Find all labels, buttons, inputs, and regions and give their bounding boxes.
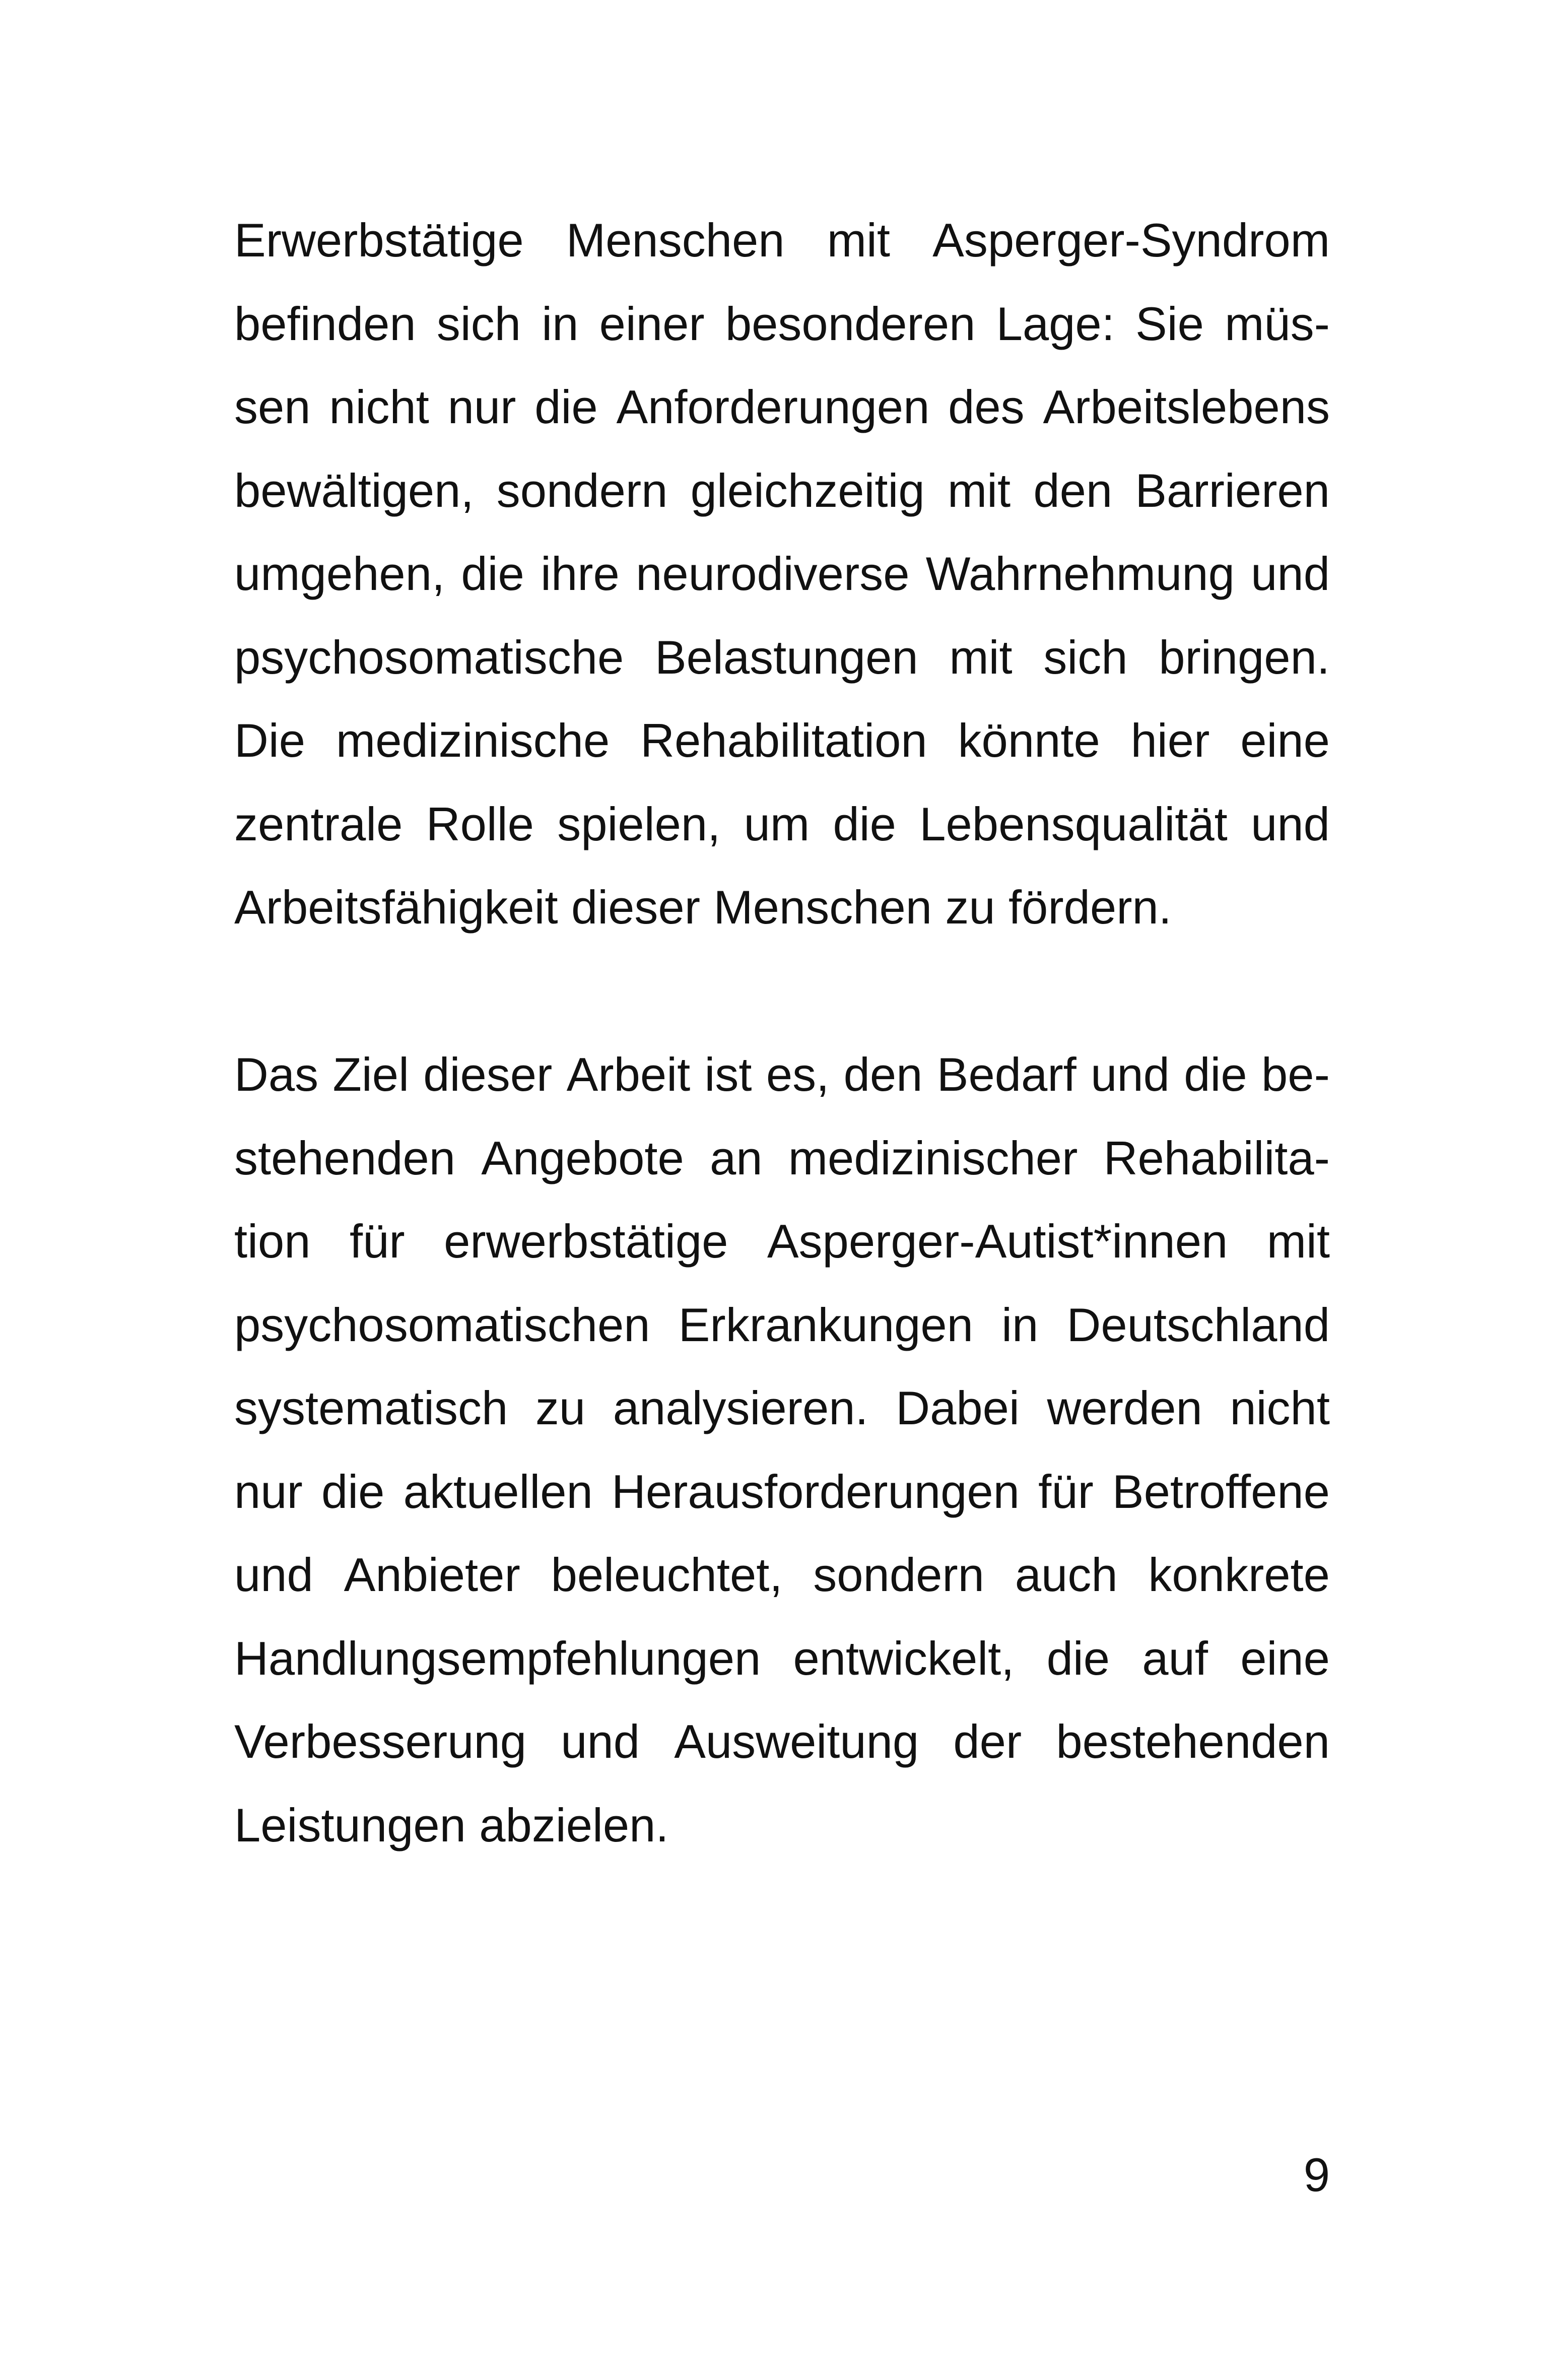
word: Ausweitung	[674, 1715, 919, 1768]
word: ihre	[541, 547, 620, 600]
text-line	[234, 380, 1330, 467]
word: des	[948, 380, 1025, 433]
text-line	[234, 1131, 1330, 1218]
word: konkrete	[1148, 1548, 1330, 1601]
word: den	[1033, 464, 1113, 517]
text-line	[234, 1215, 1330, 1301]
word: zentrale	[234, 797, 403, 850]
word: neurodiverse	[636, 547, 910, 600]
word: sen	[234, 380, 311, 433]
text-line	[234, 881, 1330, 967]
word: hier	[1130, 714, 1210, 767]
text-line	[234, 714, 1330, 801]
word: mit	[949, 630, 1013, 684]
word: stehenden	[234, 1131, 456, 1184]
word: dieser	[571, 881, 701, 934]
word: Arbeitslebens	[1043, 380, 1330, 433]
word: analysieren.	[613, 1381, 868, 1434]
paragraph-2	[234, 1048, 1330, 1885]
word: sich	[436, 297, 521, 350]
word: in	[1001, 1298, 1039, 1351]
word: und	[561, 1715, 640, 1768]
word: eine	[1240, 1631, 1330, 1685]
word: zu	[945, 881, 995, 934]
word: Anforderungen	[616, 380, 930, 433]
word: Lage:	[996, 297, 1115, 350]
word: sondern	[496, 464, 668, 517]
word: nicht	[1230, 1381, 1330, 1434]
text-line	[234, 214, 1330, 300]
word: die	[321, 1465, 385, 1518]
word: und	[1251, 797, 1330, 850]
word: die	[534, 380, 598, 433]
word: entwickelt,	[793, 1631, 1015, 1685]
word: Rehabilitation	[640, 714, 927, 767]
word: erwerbstätige	[444, 1215, 728, 1268]
word: Herausforderungen	[611, 1465, 1020, 1518]
word: nur	[234, 1465, 303, 1518]
word: nur	[447, 380, 516, 433]
word: die	[461, 547, 524, 600]
word: einer	[599, 297, 705, 350]
word: auch	[1015, 1548, 1118, 1601]
word: Erkrankungen	[678, 1298, 973, 1351]
word: Bedarf	[936, 1048, 1077, 1101]
word: und	[1251, 547, 1330, 600]
word: in	[542, 297, 579, 350]
word: die	[1046, 1631, 1110, 1685]
word: sondern	[813, 1548, 984, 1601]
text-line	[234, 464, 1330, 551]
word: Anbieter	[344, 1548, 520, 1601]
word: werden	[1047, 1381, 1202, 1434]
word: beleuchtet,	[551, 1548, 783, 1601]
word: Arbeitsfähigkeit	[234, 881, 558, 934]
word: der	[953, 1715, 1022, 1768]
word: den	[843, 1048, 923, 1101]
word: sich	[1043, 630, 1128, 684]
text-line	[234, 1798, 1330, 1885]
text-line	[234, 1465, 1330, 1552]
word: Erwerbstätige	[234, 214, 524, 267]
text-line	[234, 630, 1330, 717]
word: die	[1184, 1048, 1247, 1101]
page-number: 9	[1303, 2148, 1330, 2201]
word: psychosomatischen	[234, 1298, 650, 1351]
text-line	[234, 1381, 1330, 1468]
word: gleichzeitig	[690, 464, 925, 517]
word: Wahrnehmung	[925, 547, 1235, 600]
word: nicht	[329, 380, 429, 433]
word: für	[1038, 1465, 1094, 1518]
word: Asperger-Autist*innen	[767, 1215, 1228, 1268]
word: abzielen.	[479, 1798, 669, 1852]
word: bewältigen,	[234, 464, 474, 517]
word: Sie	[1135, 297, 1204, 350]
word: mit	[827, 214, 890, 267]
word: bestehenden	[1056, 1715, 1330, 1768]
word: ist	[704, 1048, 752, 1101]
word: fördern.	[1008, 881, 1172, 934]
word: um	[744, 797, 810, 850]
word: Handlungsempfehlungen	[234, 1631, 761, 1685]
word: psychosomatische	[234, 630, 624, 684]
word: müs-	[1225, 297, 1330, 350]
word: systematisch	[234, 1381, 508, 1434]
word: Menschen	[566, 214, 785, 267]
text-line	[234, 1548, 1330, 1635]
word: Dabei	[896, 1381, 1020, 1434]
word: spielen,	[557, 797, 721, 850]
word: dieser	[423, 1048, 553, 1101]
text-line	[234, 547, 1330, 634]
word: be-	[1261, 1048, 1330, 1101]
word: umgehen,	[234, 547, 445, 600]
text-line	[234, 1631, 1330, 1718]
word: Angebote	[481, 1131, 684, 1184]
word: Arbeit	[566, 1048, 691, 1101]
word: auf	[1142, 1631, 1208, 1685]
word: Ziel	[332, 1048, 409, 1101]
text-line	[234, 1298, 1330, 1385]
text-line	[234, 1048, 1330, 1135]
word: tion	[234, 1215, 311, 1268]
word: Das	[234, 1048, 319, 1101]
word: zu	[535, 1381, 586, 1434]
word: Barrieren	[1135, 464, 1330, 517]
word: für	[350, 1215, 405, 1268]
paragraph-1	[234, 214, 1330, 967]
word: an	[709, 1131, 763, 1184]
word: Rolle	[426, 797, 534, 850]
word: und	[1091, 1048, 1170, 1101]
word: es,	[766, 1048, 830, 1101]
word: mit	[1266, 1215, 1330, 1268]
word: die	[833, 797, 896, 850]
word: Leistungen	[234, 1798, 466, 1852]
word: Lebensqualität	[919, 797, 1228, 850]
text-line	[234, 797, 1330, 884]
text-line	[234, 297, 1330, 384]
word: Die	[234, 714, 306, 767]
word: medizinischer	[788, 1131, 1078, 1184]
word: medizinische	[335, 714, 610, 767]
word: und	[234, 1548, 313, 1601]
word: Menschen	[713, 881, 932, 934]
word: Deutschland	[1066, 1298, 1330, 1351]
word: eine	[1240, 714, 1330, 767]
word: bringen.	[1159, 630, 1330, 684]
word: könnte	[958, 714, 1100, 767]
word: befinden	[234, 297, 416, 350]
word: mit	[947, 464, 1011, 517]
word: Rehabilita-	[1103, 1131, 1330, 1184]
word: Belastungen	[654, 630, 918, 684]
word: Betroffene	[1112, 1465, 1330, 1518]
word: Asperger-Syndrom	[932, 214, 1330, 267]
text-line	[234, 1715, 1330, 1802]
word: aktuellen	[403, 1465, 593, 1518]
word: Verbesserung	[234, 1715, 527, 1768]
word: besonderen	[725, 297, 976, 350]
